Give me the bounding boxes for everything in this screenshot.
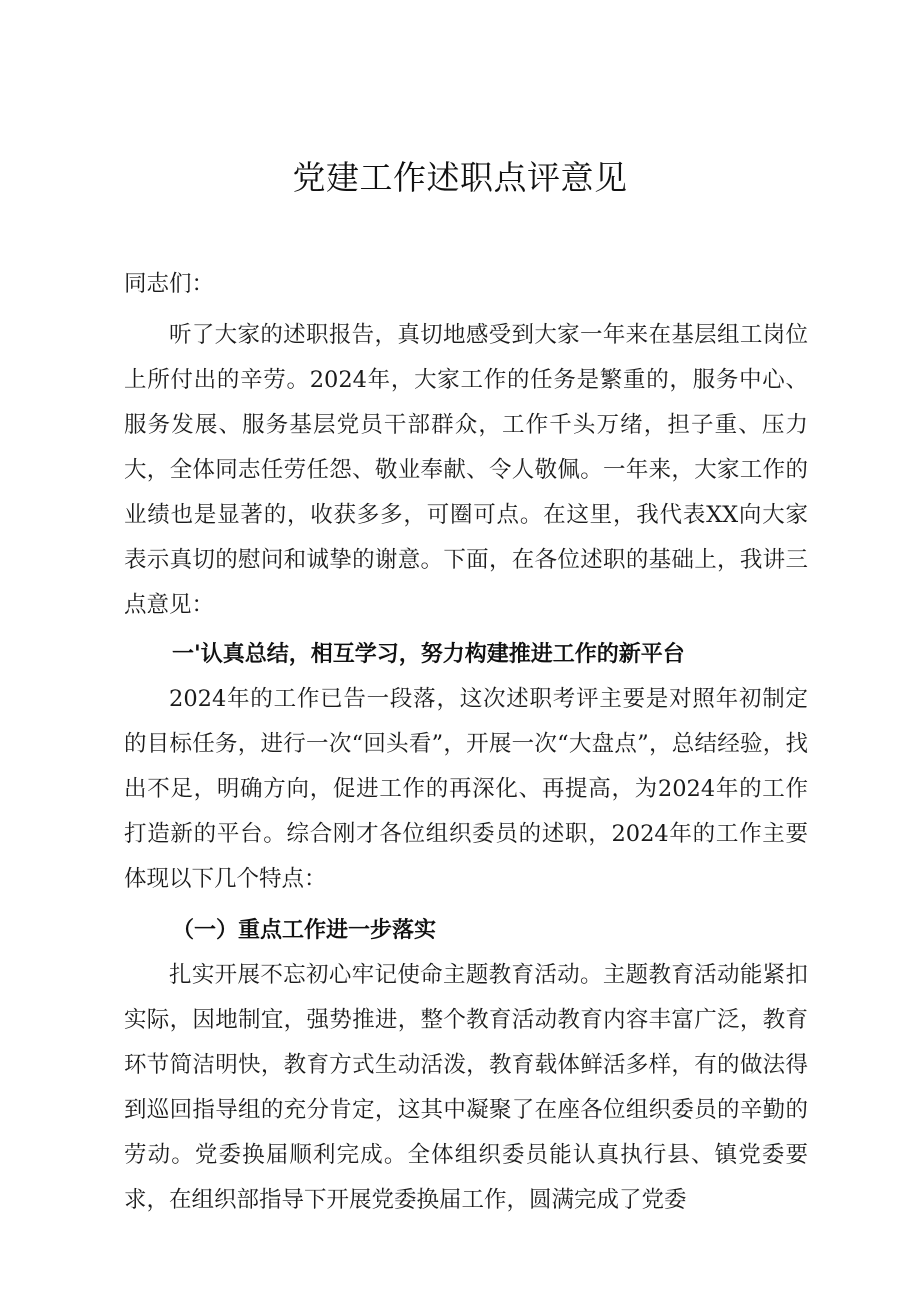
document-title: 党建工作述职点评意见 — [292, 158, 628, 197]
document-body — [124, 262, 808, 1223]
paragraph-intro: 听了大家的述职报告，真切地感受到大家一年来在基层组工岗位上所付出的辛劳。2024年，大家工作的任务是繁重的，服务中心、服务发展、服务基层党员干部群众，工作千头万绪，担子重、压力大，全体同志任劳任怨、敬业奉献、令人敬佩。一年来，大家工作的业绩也是显著的，收获多多，可圈可点。在这里，我代表XX向大家表示真切的慰问和诚挚的谢意。下面，在各位述职的基础上，我讲三点意见： — [124, 322, 808, 618]
subsection-heading-1: （一）重点工作进一步落实 — [172, 918, 437, 943]
paragraph-summary: 2024年的工作已告一段落，这次述职考评主要是对照年初制定的目标任务，进行一次“回头看”，开展一次“大盘点”，总结经验，找出不足，明确方向，促进工作的再深化、再提高，为2024年的工作打造新的平台。综合刚才各位组织委员的述职，2024年的工作主要体现以下几个特点： — [124, 686, 808, 892]
salutation: 同志们： — [124, 271, 215, 297]
paragraph-key-work: 扎实开展不忘初心牢记使命主题教育活动。主题教育活动能紧扣实际，因地制宜，强势推进，整个教育活动教育内容丰富广泛，教育环节简洁明快，教育方式生动活泼，教育载体鲜活多样，有的做法得到巡回指导组的充分肯定，这其中凝聚了在座各位组织委员的辛勤的劳动。党委换届顺利完成。全体组织委员能认真执行县、镇党委要求，在组织部指导下开展党委换届工作，圆满完成了党委 — [124, 962, 808, 1213]
section-heading-1: 一'认真总结，相互学习，努力构建推进工作的新平台 — [172, 642, 685, 667]
